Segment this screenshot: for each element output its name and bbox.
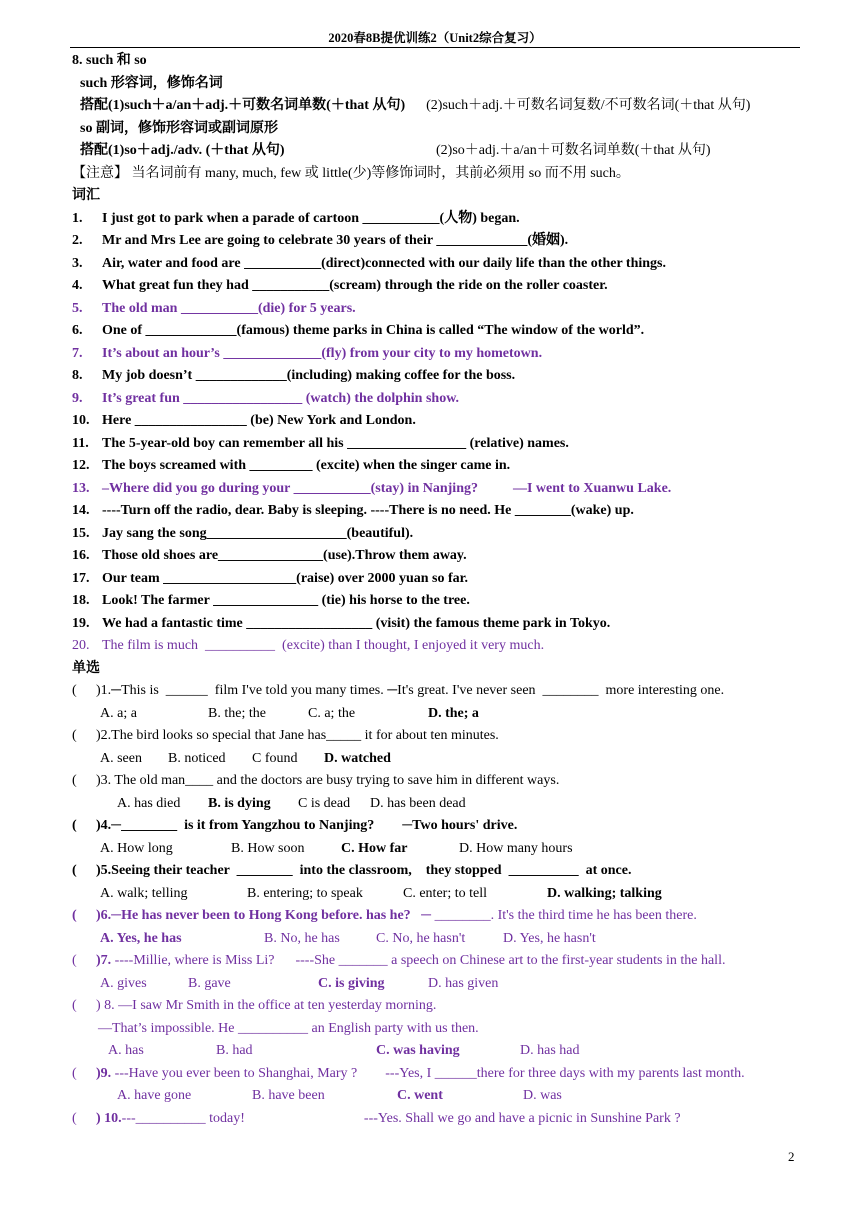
mc-options-5: A. walk; telling B. entering; to speak C. enter; to tell D. walking; talking — [100, 885, 662, 901]
mc-options-9: A. have gone B. have been C. went D. was — [117, 1088, 562, 1103]
mc-list — [72, 680, 800, 1130]
mc-options-2: A. seen B. noticed C found D. watched — [100, 750, 391, 766]
vocab-item: 19. We had a fantastic time __________________ (visit) the famous theme park in Tokyo. — [72, 615, 611, 631]
document-body — [72, 50, 800, 1130]
page-title: 2020春8B提优训练2（Unit2综合复习） — [328, 31, 542, 45]
mc-options-6: A. Yes, he has B. No, he has C. No, he hasn't D. Yes, he hasn't — [100, 930, 596, 946]
mc-question-8: ( ) 8. —I saw Mr Smith in the office at ten yesterday morning. — [72, 998, 437, 1013]
mc-options-3: A. has died B. is dying C is dead D. has been dead — [117, 795, 466, 811]
vocab-item: 1. I just got to park when a parade of cartoon ___________(人物) began. — [72, 210, 520, 226]
page-number: 2 — [788, 1149, 795, 1164]
mc-heading: 单选 — [72, 660, 100, 676]
mc-question-1: ( )1.─This is ______ film I've told you many times. ─It's great. I've never seen ________ more interesting one. — [72, 683, 725, 698]
mc-question-7: ( )7. ----Millie, where is Miss Li? ----She _______ a speech on Chinese art to the first-year students in the hall. — [72, 953, 726, 968]
vocab-heading: 词汇 — [72, 188, 100, 203]
such-collocation-b: (2)such＋adj.＋可数名词复数/不可数名词(＋that 从句) — [426, 98, 751, 113]
so-collocation-a: 搭配(1)so＋adj./adv. (＋that 从句) — [80, 143, 285, 158]
vocab-item: 11. The 5-year-old boy can remember all his _________________ (relative) names. — [72, 435, 569, 451]
vocab-list — [72, 208, 800, 658]
mc-options-1: A. a; a B. the; the C. a; the D. the; a — [100, 705, 479, 721]
such-collocation — [72, 95, 800, 118]
mc-question-4: ( )4.─________ is it from Yangzhou to Nanjing? ─Two hours' drive. — [72, 818, 518, 833]
vocab-item: 8. My job doesn’t _____________(including) making coffee for the boss. — [72, 368, 516, 383]
grammar-note: 【注意】 当名词前有 many, much, few 或 little(少)等修饰词时，其前必须用 so 而不用 such。 — [72, 165, 630, 181]
vocab-item: 7. It’s about an hour’s ______________(fly) from your city to my hometown. — [72, 345, 543, 361]
vocab-item: 17. Our team ___________________(raise) over 2000 yuan so far. — [72, 570, 469, 586]
so-collocation-b: (2)so＋adj.＋a/an＋可数名词单数(＋that 从句) — [436, 143, 711, 158]
mc-question-10: ( ) 10.---__________ today! ---Yes. Shall we go and have a picnic in Sunshine Park ? — [72, 1110, 681, 1126]
mc-options-7: A. gives B. gave C. is giving D. has given — [100, 975, 499, 991]
vocab-item: 12. The boys screamed with _________ (excite) when the singer came in. — [72, 458, 511, 473]
vocab-item: 9. It’s great fun _________________ (watch) the dolphin show. — [72, 390, 460, 406]
vocab-item: 2. Mr and Mrs Lee are going to celebrate 30 years of their _____________(婚姻). — [72, 233, 569, 248]
vocab-item: 4. What great fun they had ___________(scream) through the ride on the roller coaster. — [72, 278, 608, 293]
mc-question-2: ( )2.The bird looks so special that Jane has_____ it for about ten minutes. — [72, 728, 499, 743]
mc-options-8: A. has B. had C. was having D. has had — [108, 1043, 580, 1058]
vocab-item: 6. One of _____________(famous) theme parks in China is called “The window of the world”. — [72, 323, 645, 338]
vocab-item: 3. Air, water and food are ___________(direct)connected with our daily life than the other things. — [72, 255, 667, 271]
vocab-item: 13. –Where did you go during your ___________(stay) in Nanjing? —I went to Xuanwu Lake. — [72, 480, 672, 496]
vocab-item: 20. The film is much __________ (excite) than I thought, I enjoyed it very much. — [72, 638, 545, 653]
grammar-heading: 8. such 和 so — [72, 53, 147, 68]
mc-question-5: ( )5.Seeing their teacher ________ into the classroom, they stopped __________ at once. — [72, 863, 632, 878]
mc-options-4: A. How long B. How soon C. How far D. How many hours — [100, 840, 573, 856]
mc-question-9: ( )9. ---Have you ever been to Shanghai, Mary ? ---Yes, I ______there for three days with my parents last month. — [72, 1065, 745, 1081]
vocab-item: 14. ----Turn off the radio, dear. Baby is sleeping. ----There is no need. He ________(wake) up. — [72, 503, 634, 518]
vocab-item: 5. The old man ___________(die) for 5 years. — [72, 300, 356, 316]
such-definition: such 形容词，修饰名词 — [80, 75, 223, 91]
so-collocation — [72, 140, 800, 163]
mc-question-6: ( )6.─He has never been to Hong Kong before. has he? ─ ________. It's the third time he has been there. — [72, 908, 697, 923]
vocab-item: 15. Jay sang the song____________________(beautiful). — [72, 525, 414, 541]
such-collocation-a: 搭配(1)such＋a/an＋adj.＋可数名词单数(＋that 从句) — [80, 98, 406, 113]
vocab-item: 10. Here ________________ (be) New York and London. — [72, 413, 416, 428]
mc-question-3: ( )3. The old man____ and the doctors are busy trying to save him in different ways. — [72, 773, 560, 788]
vocab-item: 16. Those old shoes are_______________(use).Throw them away. — [72, 548, 467, 563]
header-divider — [70, 47, 800, 48]
mc-question-8-line2: —That’s impossible. He __________ an English party with us then. — [98, 1020, 479, 1036]
vocab-item: 18. Look! The farmer _______________ (tie) his horse to the tree. — [72, 593, 470, 608]
so-definition: so 副词，修饰形容词或副词原形 — [80, 120, 278, 136]
